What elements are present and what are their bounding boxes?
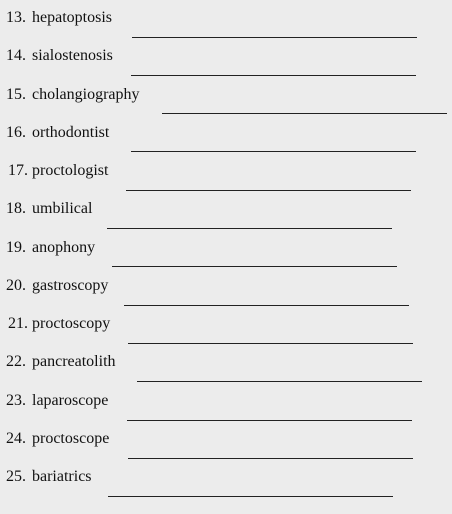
- answer-line[interactable]: [126, 190, 411, 191]
- worksheet-item: [0, 429, 452, 467]
- answer-line[interactable]: [137, 381, 422, 382]
- item-number: 16.: [6, 124, 26, 141]
- item-number: 14.: [6, 47, 26, 64]
- item-term: gastroscopy: [32, 277, 109, 294]
- worksheet-item: [0, 314, 452, 352]
- worksheet-item: [0, 276, 452, 314]
- item-number: 15.: [6, 86, 26, 103]
- item-term: laparoscope: [32, 392, 109, 409]
- answer-line[interactable]: [127, 420, 412, 421]
- answer-line[interactable]: [124, 305, 409, 306]
- answer-line[interactable]: [107, 228, 392, 229]
- item-term: proctoscopy: [32, 315, 111, 332]
- item-number: 22.: [6, 353, 26, 370]
- worksheet-item: [0, 199, 452, 237]
- worksheet-item: [0, 238, 452, 276]
- item-term: cholangiography: [32, 86, 140, 103]
- item-term: orthodontist: [32, 124, 110, 141]
- answer-line[interactable]: [128, 458, 413, 459]
- item-number: 20.: [6, 277, 26, 294]
- item-number: 13.: [6, 9, 26, 26]
- worksheet-item: [0, 46, 452, 84]
- answer-line[interactable]: [131, 151, 416, 152]
- worksheet-item: [0, 467, 452, 505]
- item-term: pancreatolith: [32, 353, 116, 370]
- item-number: 24.: [6, 430, 26, 447]
- item-number: 19.: [6, 239, 26, 256]
- answer-line[interactable]: [108, 496, 393, 497]
- item-number: 18.: [6, 200, 26, 217]
- item-number: 23.: [6, 392, 26, 409]
- worksheet-item: [0, 123, 452, 161]
- item-number: 25.: [6, 468, 26, 485]
- item-term: proctoscope: [32, 430, 110, 447]
- answer-line[interactable]: [132, 37, 417, 38]
- answer-line[interactable]: [128, 343, 413, 344]
- item-term: anophony: [32, 239, 96, 256]
- worksheet-item: [0, 8, 452, 46]
- item-number: 21.: [8, 315, 28, 332]
- worksheet-item: [0, 85, 452, 123]
- item-term: hepatoptosis: [32, 9, 112, 26]
- answer-line[interactable]: [131, 75, 416, 76]
- answer-line[interactable]: [162, 113, 447, 114]
- item-term: sialostenosis: [32, 47, 113, 64]
- answer-line[interactable]: [112, 266, 397, 267]
- item-term: proctologist: [32, 162, 109, 179]
- worksheet-item: [0, 352, 452, 390]
- worksheet-item: [0, 391, 452, 429]
- item-term: bariatrics: [32, 468, 92, 485]
- item-term: umbilical: [32, 200, 93, 217]
- item-number: 17.: [8, 162, 28, 179]
- worksheet-item: [0, 161, 452, 199]
